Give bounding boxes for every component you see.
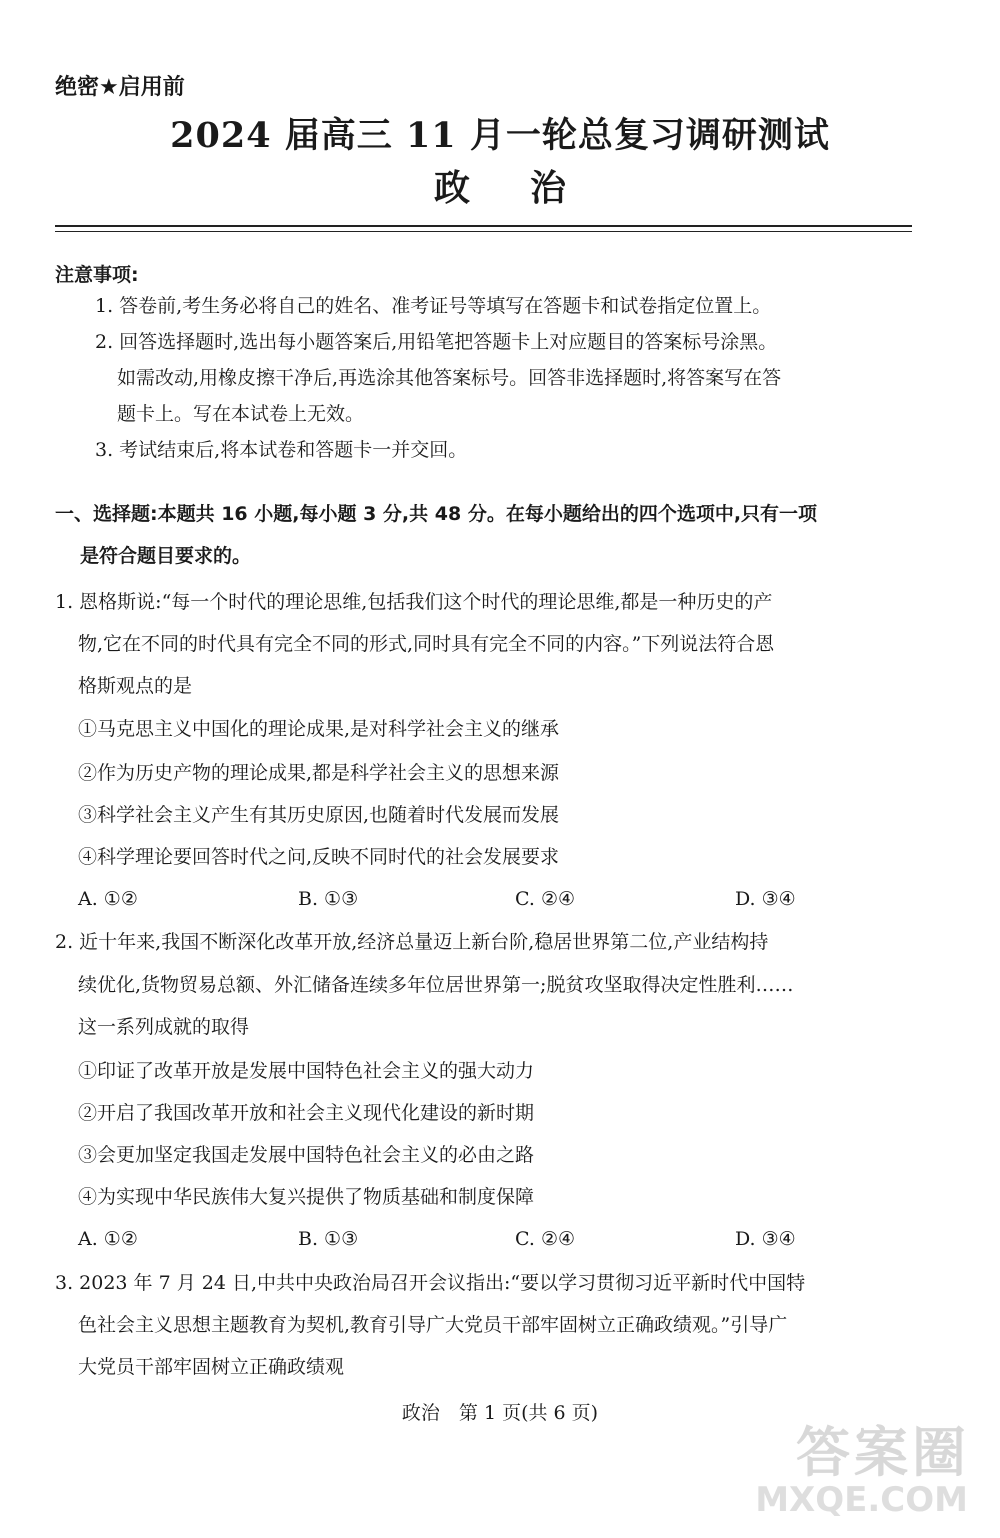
subject-char-1: 政 [433, 168, 470, 209]
q2-stem: 续优化,货物贸易总额、外汇储备连续多年位居世界第一;脱贫攻坚取得决定性胜利…… [78, 974, 794, 996]
q3-stem: 大党员干部牢固树立正确政绩观 [78, 1356, 345, 1378]
note-line: 2. 回答选择题时,选出每小题答案后,用铅笔把答题卡上对应题目的答案标号涂黑。 [95, 331, 778, 353]
q2-statement: ①印证了改革开放是发展中国特色社会主义的强大动力 [78, 1060, 535, 1082]
notes-heading: 注意事项: [55, 264, 139, 286]
header-rule-bottom [55, 231, 912, 232]
confidential-label: 绝密★启用前 [55, 75, 185, 100]
note-line: 题卡上。写在本试卷上无效。 [117, 403, 365, 425]
exam-title: 2024 届高三 11 月一轮总复习调研测试 [170, 115, 830, 156]
q2-statement: ④为实现中华民族伟大复兴提供了物质基础和制度保障 [78, 1186, 535, 1208]
subject-title [0, 160, 1000, 211]
q2-stem: 2. 近十年来,我国不断深化改革开放,经济总量迈上新台阶,稳居世界第二位,产业结构持 [55, 931, 769, 953]
subject-char-2: 治 [530, 168, 567, 209]
q2-stem: 这一系列成就的取得 [78, 1016, 250, 1038]
q1-stem: 1. 恩格斯说:“每一个时代的理论思维,包括我们这个时代的理论思维,都是一种历史的产 [55, 591, 773, 613]
q1-statement: ②作为历史产物的理论成果,都是科学社会主义的思想来源 [78, 762, 560, 784]
q1-option-d: D. ③④ [735, 888, 796, 910]
note-line: 如需改动,用橡皮擦干净后,再选涂其他答案标号。回答非选择题时,将答案写在答 [117, 367, 782, 389]
q2-statement: ②开启了我国改革开放和社会主义现代化建设的新时期 [78, 1102, 535, 1124]
q3-stem: 色社会主义思想主题教育为契机,教育引导广大党员干部牢固树立正确政绩观。”引导广 [78, 1314, 788, 1336]
page-footer: 政治 第 1 页(共 6 页) [401, 1402, 599, 1424]
header-rule-top [55, 225, 912, 227]
watermark-text: 答案圈 [796, 1421, 970, 1484]
q2-option-b: B. ①③ [298, 1228, 359, 1250]
q1-stem: 物,它在不同的时代具有完全不同的形式,同时具有完全不同的内容。”下列说法符合恩 [78, 633, 775, 655]
q2-option-d: D. ③④ [735, 1228, 796, 1250]
section-heading-cont: 是符合题目要求的。 [80, 545, 252, 567]
q2-statement: ③会更加坚定我国走发展中国特色社会主义的必由之路 [78, 1144, 535, 1166]
q3-stem: 3. 2023 年 7 月 24 日,中共中央政治局召开会议指出:“要以学习贯彻习近平新时代中国特 [55, 1272, 806, 1294]
q1-option-c: C. ②④ [515, 888, 576, 910]
watermark-logo [740, 1410, 980, 1520]
q1-statement: ①马克思主义中国化的理论成果,是对科学社会主义的继承 [78, 718, 560, 740]
note-line: 3. 考试结束后,将本试卷和答题卡一并交回。 [95, 439, 468, 461]
q1-option-b: B. ①③ [298, 888, 359, 910]
q1-option-a: A. ①② [78, 888, 138, 910]
q1-stem: 格斯观点的是 [78, 675, 193, 697]
q2-option-a: A. ①② [78, 1228, 138, 1250]
section-heading: 一、选择题:本题共 16 小题,每小题 3 分,共 48 分。在每小题给出的四个选项中,只有一项 [55, 503, 818, 525]
note-line: 1. 答卷前,考生务必将自己的姓名、准考证号等填写在答题卡和试卷指定位置上。 [95, 295, 772, 317]
q1-statement: ③科学社会主义产生有其历史原因,也随着时代发展而发展 [78, 804, 560, 826]
q1-statement: ④科学理论要回答时代之问,反映不同时代的社会发展要求 [78, 846, 560, 868]
q2-option-c: C. ②④ [515, 1228, 576, 1250]
watermark-url: MXQE.COM [755, 1480, 968, 1520]
